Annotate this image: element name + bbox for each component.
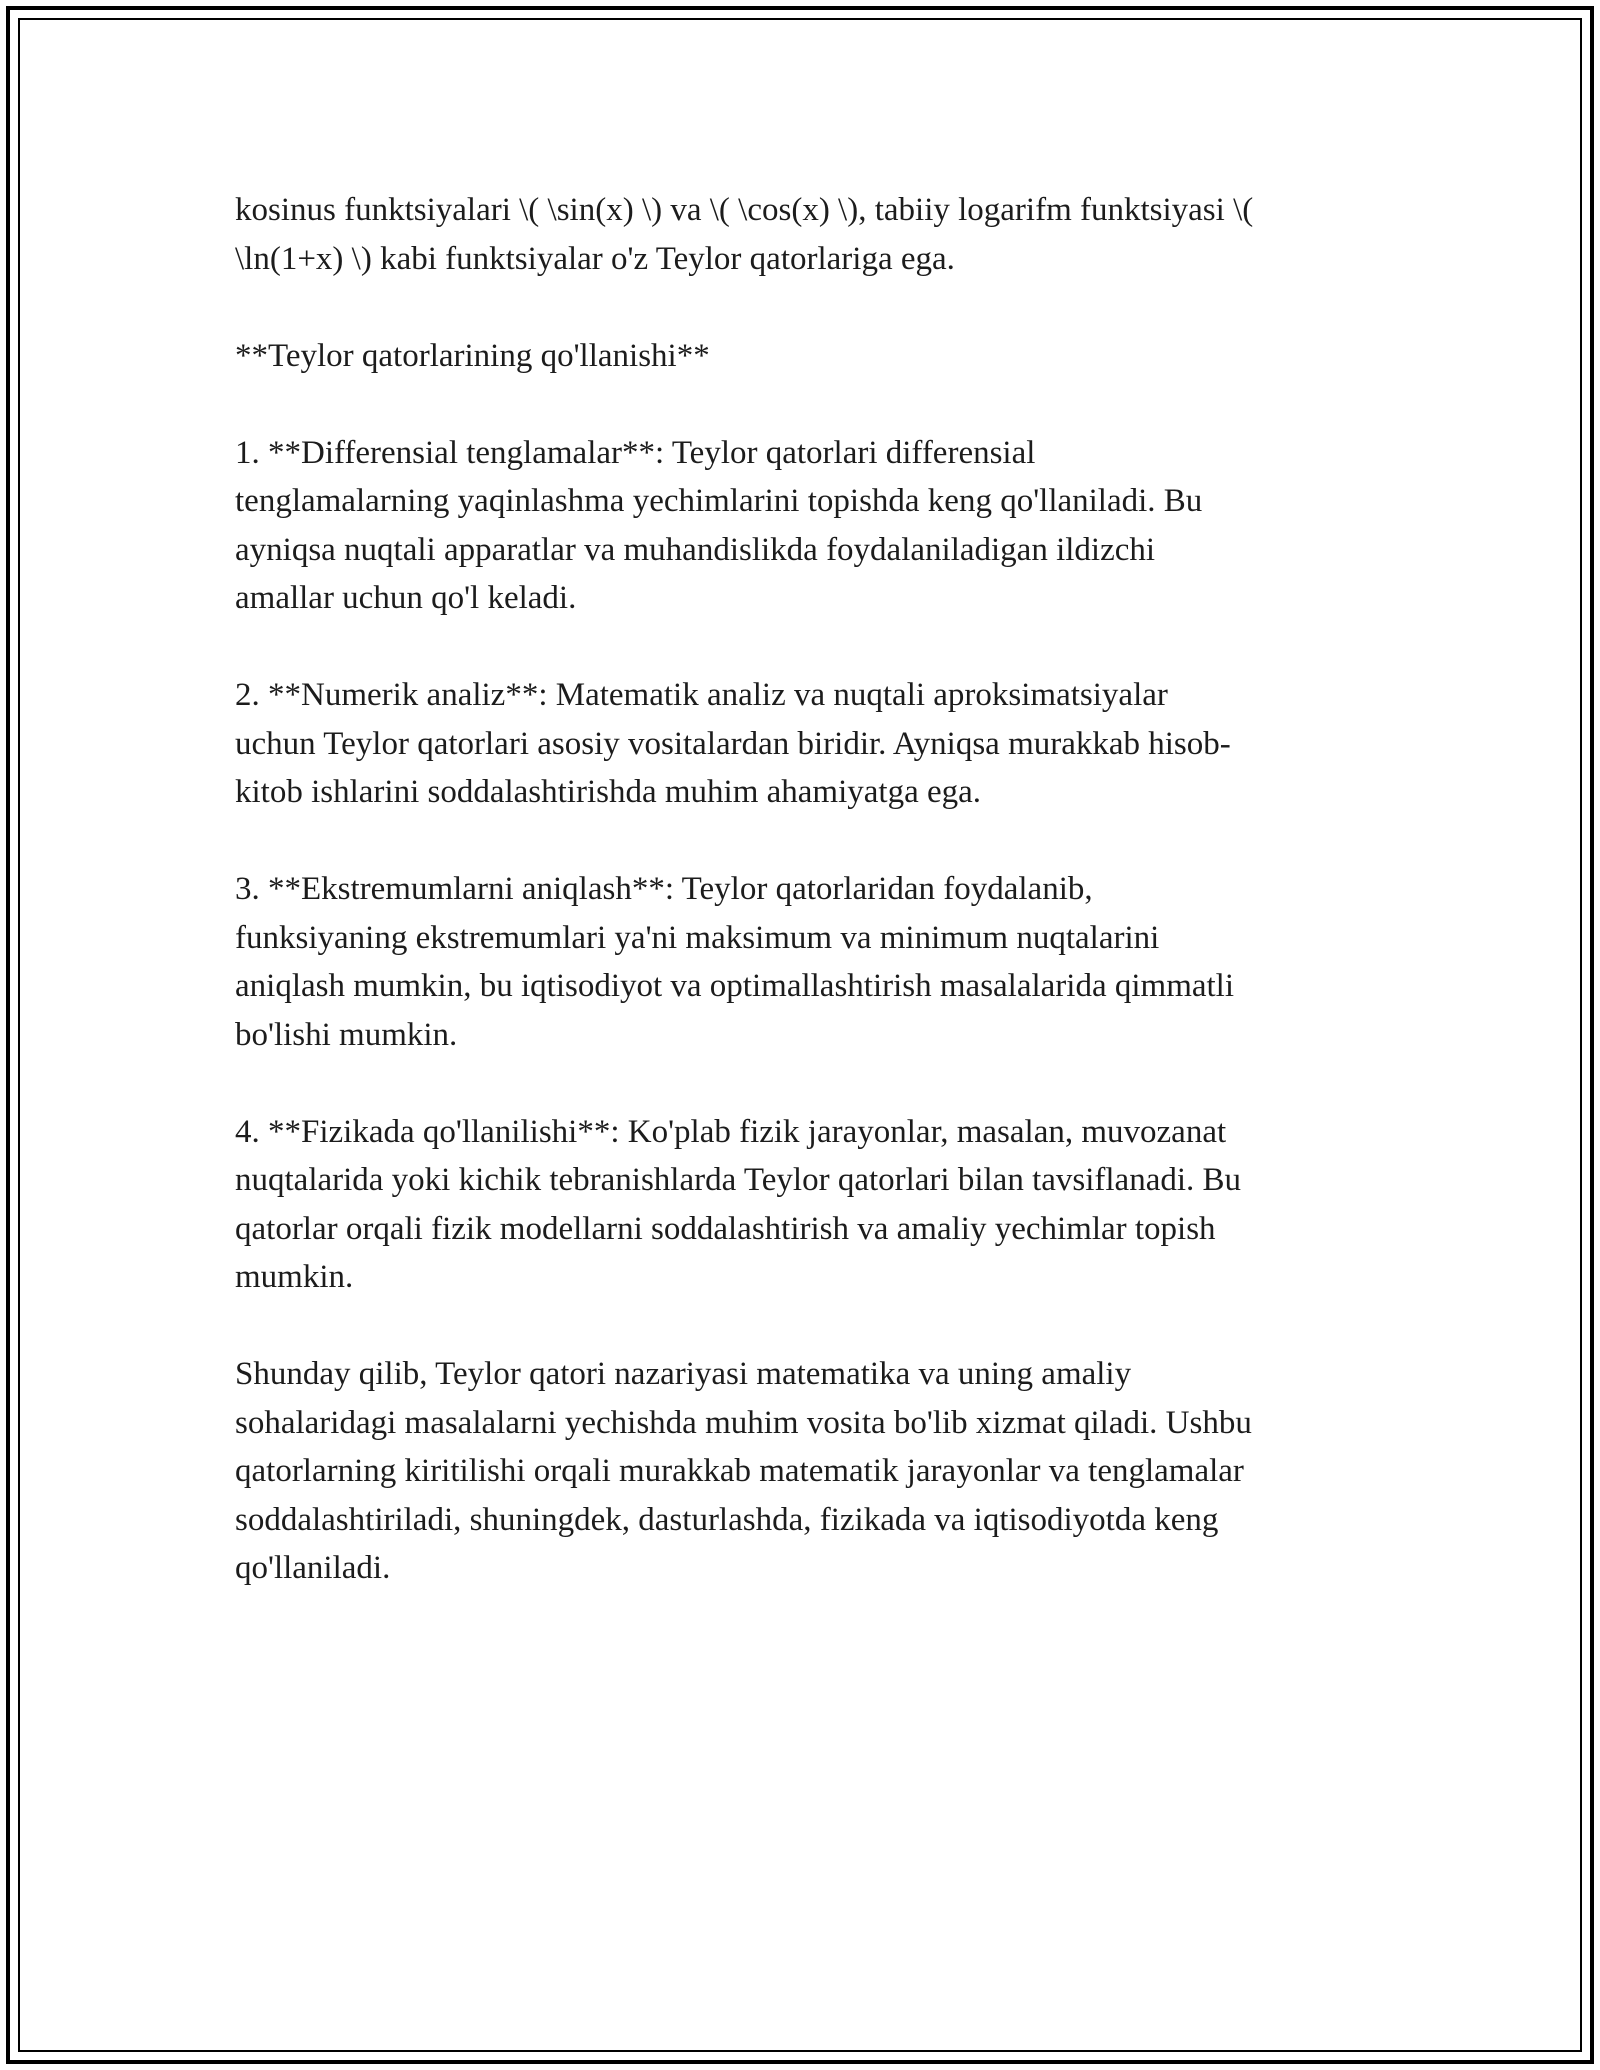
list-item-extrema: 3. **Ekstremumlarni aniqlash**: Teylor qatorlaridan foydalanib, funksiyaning ekstremumlari ya'ni maksimum va minimum nuqtalarini aniqlash mumkin, bu iqtisodiyot va optimallashtirish masalalarida qimmatli bo'lishi mumkin. — [235, 871, 1235, 1053]
paragraph-conclusion: Shunday qilib, Teylor qatori nazariyasi matematika va uning amaliy sohalaridagi masalalarni yechishda muhim vosita bo'lib xizmat qiladi. Ushbu qatorlarning kiritilishi orqali murakkab matematik jarayonlar va tenglamalar soddalashtiriladi, shuningdek, dasturlashda, fizikada va iqtisodiyotda keng qo'llaniladi. — [235, 1356, 1252, 1586]
document-body — [235, 186, 1375, 1593]
paragraph-intro-continuation: kosinus funktsiyalari \( \sin(x) \) va \( \cos(x) \), tabiiy logarifm funktsiyasi \( \ln(1+x) \) kabi funktsiyalar o'z Teylor qatorlariga ega. — [235, 192, 1254, 277]
list-item-differential-equations: 1. **Differensial tenglamalar**: Teylor qatorlari differensial tenglamalarning yaqinlashma yechimlarini topishda keng qo'llaniladi. Bu ayniqsa nuqtali apparatlar va muhandislikda foydalaniladigan ildizchi amallar uchun qo'l keladi. — [235, 434, 1203, 616]
section-heading-applications: **Teylor qatorlarining qo'llanishi** — [235, 337, 710, 374]
list-item-physics: 4. **Fizikada qo'llanilishi**: Ko'plab fizik jarayonlar, masalan, muvozanat nuqtalarida yoki kichik tebranishlarda Teylor qatorlari bilan tavsiflanadi. Bu qatorlar orqali fizik modellarni soddalashtirish va amaliy yechimlar topish mumkin. — [235, 1113, 1242, 1295]
list-item-numerical-analysis: 2. **Numerik analiz**: Matematik analiz va nuqtali aproksimatsiyalar uchun Teylor qatorlari asosiy vositalardan biridir. Ayniqsa murakkab hisob- kitob ishlarini soddalashtirishda muhim ahamiyatga ega. — [235, 677, 1231, 810]
